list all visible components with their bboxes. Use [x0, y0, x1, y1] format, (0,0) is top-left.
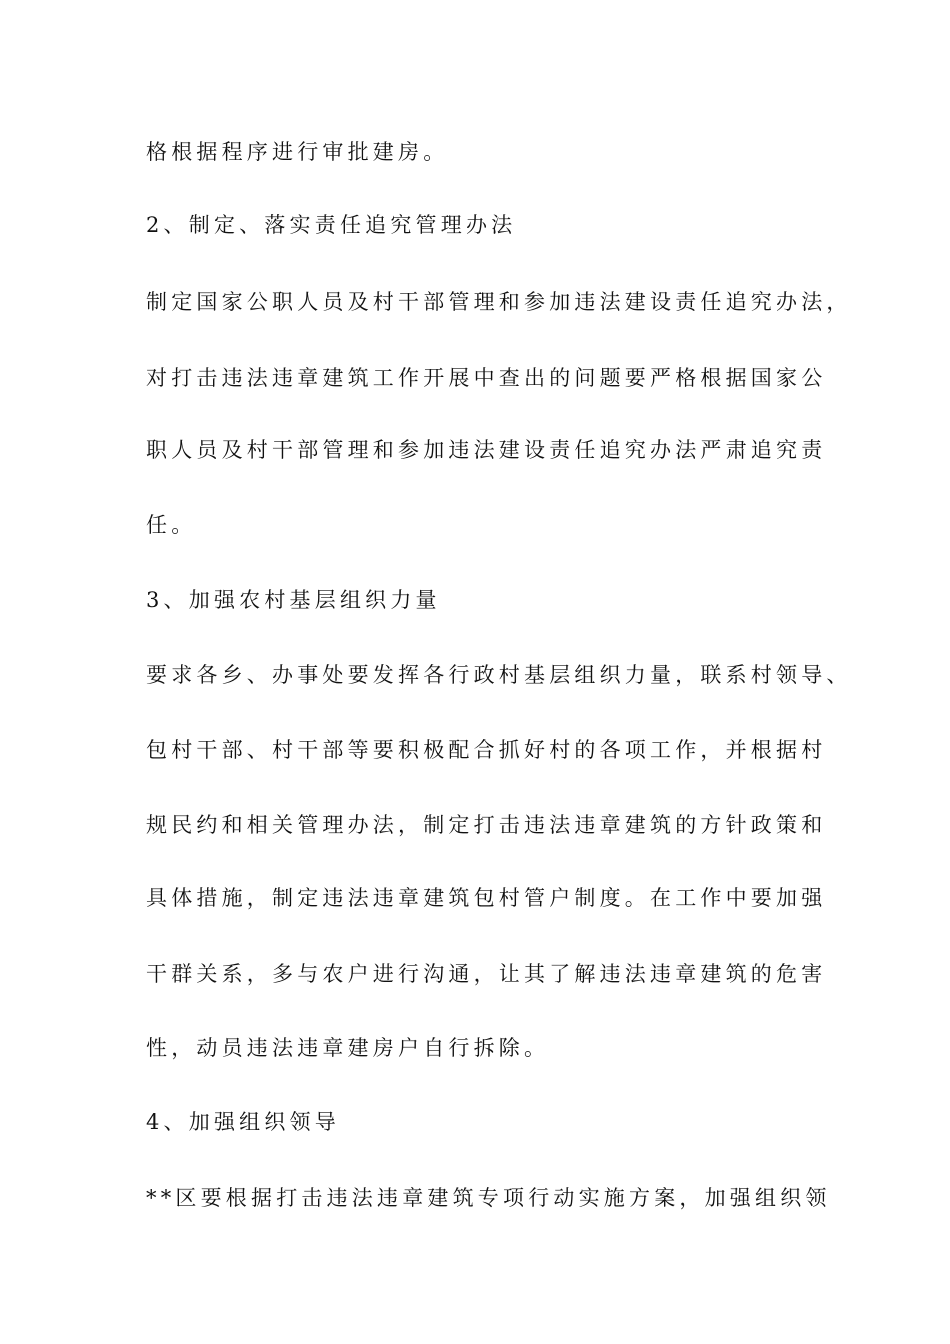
body-text-line: 具体措施，制定违法违章建筑包村管户制度。在工作中要加强	[146, 886, 827, 910]
section-heading-2: 2、制定、落实责任追究管理办法	[146, 213, 517, 237]
body-text-line: 干群关系，多与农户进行沟通，让其了解违法违章建筑的危害	[146, 962, 827, 986]
body-text-line: 对打击违法违章建筑工作开展中查出的问题要严格根据国家公	[146, 366, 827, 390]
body-text-line: 制定国家公职人员及村干部管理和参加违法建设责任追究办法，	[146, 290, 852, 314]
body-text-line: 任。	[146, 513, 197, 537]
body-text-line: 格根据程序进行审批建房。	[146, 140, 449, 164]
section-heading-3: 3、加强农村基层组织力量	[146, 588, 441, 612]
body-text-line: 职人员及村干部管理和参加违法建设责任追究办法严肃追究责	[146, 438, 827, 462]
body-text-line: 包村干部、村干部等要积极配合抓好村的各项工作，并根据村	[146, 738, 827, 762]
body-text-line: 规民约和相关管理办法，制定打击违法违章建筑的方针政策和	[146, 813, 827, 837]
body-text-line: **区要根据打击违法违章建筑专项行动实施方案，加强组织领	[146, 1186, 831, 1210]
body-text-line: 性，动员违法违章建房户自行拆除。	[146, 1036, 550, 1060]
body-text-line: 要求各乡、办事处要发挥各行政村基层组织力量，联系村领导、	[146, 663, 852, 687]
section-heading-4: 4、加强组织领导	[146, 1110, 340, 1134]
